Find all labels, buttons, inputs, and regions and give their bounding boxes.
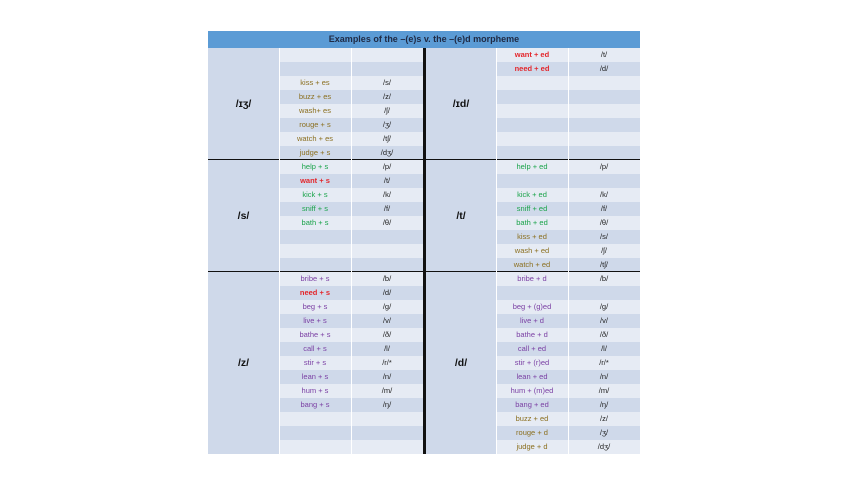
plural-ipa: /f/ [351,202,423,216]
plural-example: lean + s [279,370,351,384]
plural-example: buzz + es [279,90,351,104]
plural-example: watch + es [279,132,351,146]
morpheme-table [208,31,640,454]
plural-ipa [351,230,423,244]
plural-ipa: /k/ [351,188,423,202]
past-ipa: /v/ [568,314,640,328]
past-ipa: /n/ [568,370,640,384]
past-example [496,174,568,188]
plural-ipa [351,426,423,440]
past-ipa: /z/ [568,412,640,426]
past-ipa: /d/ [568,62,640,76]
table-title: Examples of the –(e)s v. the –(e)d morpheme [208,31,640,48]
past-ipa [568,146,640,160]
past-example [496,104,568,118]
plural-ipa [351,48,423,62]
plural-ipa: /tʃ/ [351,132,423,146]
plural-ipa: /b/ [351,272,423,286]
past-example [496,76,568,90]
plural-example: bang + s [279,398,351,412]
plural-example: kick + s [279,188,351,202]
plural-example: hum + s [279,384,351,398]
plural-ipa: /θ/ [351,216,423,230]
grid-line [279,48,280,454]
plural-ipa: /l/ [351,342,423,356]
plural-example: want + s [279,174,351,188]
past-ipa [568,90,640,104]
plural-example [279,258,351,272]
plural-ipa: /g/ [351,300,423,314]
past-example: sniff + ed [496,202,568,216]
plural-example [279,230,351,244]
plural-example: stir + s [279,356,351,370]
past-example: bath + ed [496,216,568,230]
grid-line [568,48,569,454]
plural-allomorph-label: /z/ [208,272,279,454]
plural-ipa: /v/ [351,314,423,328]
plural-example: wash+ es [279,104,351,118]
past-ipa: /tʃ/ [568,258,640,272]
plural-example [279,48,351,62]
past-ipa [568,76,640,90]
past-example [496,146,568,160]
plural-example: beg + s [279,300,351,314]
past-example: buzz + ed [496,412,568,426]
past-ipa: /l/ [568,342,640,356]
past-ipa: /r/* [568,356,640,370]
past-example [496,118,568,132]
past-example: judge + d [496,440,568,454]
past-example: kick + ed [496,188,568,202]
plural-ipa: /r/* [351,356,423,370]
past-example: need + ed [496,62,568,76]
past-ipa: /ʒ/ [568,426,640,440]
past-example: live + d [496,314,568,328]
past-ipa [568,118,640,132]
plural-ipa: /ʒ/ [351,118,423,132]
past-ipa: /ŋ/ [568,398,640,412]
past-example: wash + ed [496,244,568,258]
plural-ipa: /ŋ/ [351,398,423,412]
past-example: help + ed [496,160,568,174]
plural-allomorph-label: /ɪʒ/ [208,48,279,160]
plural-ipa: /s/ [351,76,423,90]
plural-ipa [351,440,423,454]
past-ipa [568,286,640,300]
plural-allomorph-label: /s/ [208,160,279,272]
plural-example: live + s [279,314,351,328]
past-ipa: /ʃ/ [568,244,640,258]
past-ipa [568,132,640,146]
past-ipa: /k/ [568,188,640,202]
plural-example: help + s [279,160,351,174]
past-example: watch + ed [496,258,568,272]
past-allomorph-label: /ɪd/ [426,48,496,160]
past-ipa: /dʒ/ [568,440,640,454]
plural-ipa: /ð/ [351,328,423,342]
plural-ipa: /p/ [351,160,423,174]
past-example: rouge + d [496,426,568,440]
plural-ipa: /n/ [351,370,423,384]
past-example: hum + (m)ed [496,384,568,398]
plural-ipa [351,244,423,258]
past-example: lean + ed [496,370,568,384]
plural-example [279,62,351,76]
past-example [496,132,568,146]
plural-example: need + s [279,286,351,300]
past-ipa: /θ/ [568,216,640,230]
plural-example: bribe + s [279,272,351,286]
past-ipa: /g/ [568,300,640,314]
plural-example: sniff + s [279,202,351,216]
plural-ipa: /m/ [351,384,423,398]
past-example: stir + (r)ed [496,356,568,370]
past-allomorph-label: /t/ [426,160,496,272]
past-ipa: /b/ [568,272,640,286]
plural-example [279,440,351,454]
plural-ipa: /d/ [351,286,423,300]
plural-example: call + s [279,342,351,356]
past-ipa: /f/ [568,202,640,216]
plural-example: rouge + s [279,118,351,132]
center-divider [423,48,426,454]
past-example: kiss + ed [496,230,568,244]
past-example: bang + ed [496,398,568,412]
past-example [496,286,568,300]
past-example: want + ed [496,48,568,62]
past-ipa: /m/ [568,384,640,398]
past-ipa [568,174,640,188]
grid-line [351,48,352,454]
plural-ipa: /t/ [351,174,423,188]
past-example: call + ed [496,342,568,356]
plural-ipa [351,412,423,426]
past-ipa: /t/ [568,48,640,62]
plural-ipa: /dʒ/ [351,146,423,160]
past-allomorph-label: /d/ [426,272,496,454]
plural-example [279,244,351,258]
past-example: beg + (g)ed [496,300,568,314]
past-ipa: /ð/ [568,328,640,342]
past-ipa: /s/ [568,230,640,244]
past-example: bathe + d [496,328,568,342]
plural-example: judge + s [279,146,351,160]
past-ipa [568,104,640,118]
past-example: bribe + d [496,272,568,286]
plural-example: kiss + es [279,76,351,90]
plural-ipa [351,62,423,76]
plural-ipa: /ʃ/ [351,104,423,118]
plural-ipa: /z/ [351,90,423,104]
past-example [496,90,568,104]
grid-line [496,48,497,454]
plural-example: bathe + s [279,328,351,342]
plural-example: bath + s [279,216,351,230]
plural-example [279,412,351,426]
past-ipa: /p/ [568,160,640,174]
plural-ipa [351,258,423,272]
plural-example [279,426,351,440]
